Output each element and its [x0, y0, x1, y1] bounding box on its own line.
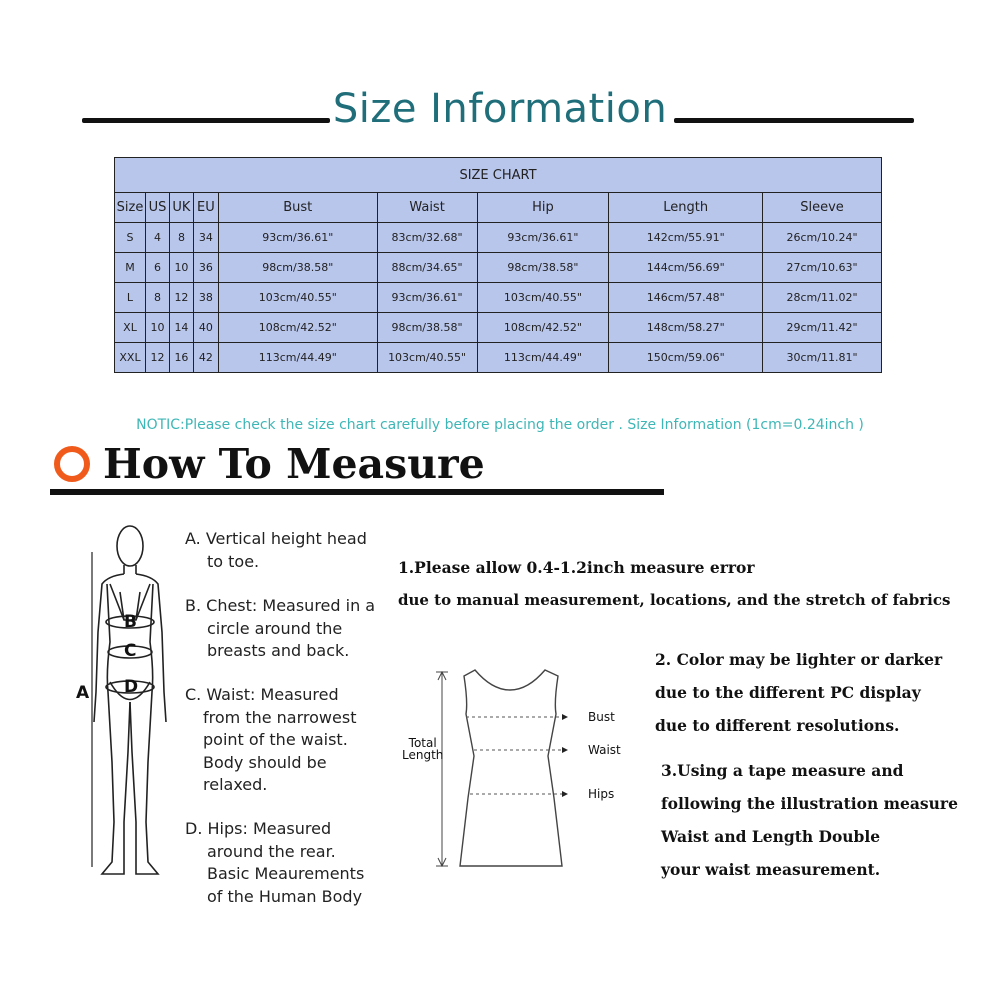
table-cell: 98cm/38.58" — [477, 253, 609, 283]
header-cell: EU — [193, 193, 218, 223]
header-cell: US — [145, 193, 169, 223]
how-to-measure-heading: How To Measure — [103, 440, 485, 488]
table-cell: 34 — [193, 223, 218, 253]
note-1-line-1: 1.Please allow 0.4-1.2inch measure error — [398, 558, 755, 577]
table-cell: 93cm/36.61" — [377, 283, 477, 313]
step-line: A. Vertical height head — [185, 529, 367, 548]
dress-label-bust: Bust — [588, 710, 615, 724]
body-label-c: C — [124, 641, 137, 661]
dress-diagram-icon — [430, 662, 600, 872]
table-cell: 40 — [193, 313, 218, 343]
body-label-b: B — [124, 612, 137, 632]
step-line: Basic Meaurements — [207, 864, 365, 883]
table-cell: 4 — [145, 223, 169, 253]
header-cell: Bust — [218, 193, 377, 223]
step-line: breasts and back. — [207, 641, 350, 660]
dress-label-waist: Waist — [588, 743, 621, 757]
table-cell: 29cm/11.42" — [763, 313, 882, 343]
human-body-outline-icon — [80, 522, 190, 892]
table-cell: 10 — [169, 253, 193, 283]
table-cell: 103cm/40.55" — [477, 283, 609, 313]
table-cell: 10 — [145, 313, 169, 343]
table-row — [115, 313, 882, 343]
total-label-line: Total — [408, 736, 437, 750]
note-3-line-4: your waist measurement. — [661, 860, 881, 879]
table-cell: 83cm/32.68" — [377, 223, 477, 253]
table-cell: 108cm/42.52" — [218, 313, 377, 343]
step-a — [185, 528, 367, 573]
table-cell: 26cm/10.24" — [763, 223, 882, 253]
table-row — [115, 343, 882, 373]
table-cell: 14 — [169, 313, 193, 343]
table-cell: 12 — [169, 283, 193, 313]
dress-label-total — [402, 737, 443, 761]
step-line: of the Human Body — [207, 886, 363, 906]
step-line: to toe. — [207, 551, 260, 571]
table-cell: XXL — [115, 343, 146, 373]
table-cell: 16 — [169, 343, 193, 373]
step-line: point of the waist. — [203, 730, 348, 749]
header-cell: Size — [115, 193, 146, 223]
table-cell: 93cm/36.61" — [477, 223, 609, 253]
table-cell: 98cm/38.58" — [218, 253, 377, 283]
table-cell: 28cm/11.02" — [763, 283, 882, 313]
header-cell: UK — [169, 193, 193, 223]
note-3-line-3: Waist and Length Double — [661, 827, 881, 846]
note-2-line-3: due to different resolutions. — [655, 716, 900, 735]
note-3-line-1: 3.Using a tape measure and — [661, 761, 904, 780]
table-cell: 150cm/59.06" — [609, 343, 763, 373]
table-cell: 88cm/34.65" — [377, 253, 477, 283]
table-cell: 103cm/40.55" — [377, 343, 477, 373]
size-chart-caption: SIZE CHART — [115, 158, 882, 193]
step-line: around the rear. — [207, 841, 336, 861]
heading-underline — [50, 489, 664, 495]
body-label-a: A — [76, 683, 90, 703]
table-cell: 8 — [145, 283, 169, 313]
note-2-line-2: due to the different PC display — [655, 683, 921, 702]
orange-ring-icon — [54, 446, 90, 482]
table-cell: 42 — [193, 343, 218, 373]
table-cell: 108cm/42.52" — [477, 313, 609, 343]
table-cell: 113cm/44.49" — [218, 343, 377, 373]
table-cell: 148cm/58.27" — [609, 313, 763, 343]
step-d — [185, 818, 364, 908]
table-cell: 103cm/40.55" — [218, 283, 377, 313]
step-line: from the narrowest — [203, 707, 357, 727]
total-label-line: Length — [402, 748, 444, 762]
table-cell: 142cm/55.91" — [609, 223, 763, 253]
step-line: relaxed. — [203, 775, 268, 794]
header-cell: Length — [609, 193, 763, 223]
table-row — [115, 253, 882, 283]
note-3-line-2: following the illustration measure — [661, 794, 958, 813]
step-c — [185, 684, 356, 797]
table-cell: 12 — [145, 343, 169, 373]
header-cell: Waist — [377, 193, 477, 223]
table-cell: S — [115, 223, 146, 253]
page-title: Size Information — [332, 86, 668, 132]
table-cell: M — [115, 253, 146, 283]
body-label-d: D — [124, 677, 139, 697]
step-line: D. Hips: Measured — [185, 819, 332, 838]
step-line: Body should be — [203, 752, 327, 772]
table-cell: 93cm/36.61" — [218, 223, 377, 253]
step-line: circle around the — [207, 618, 343, 638]
size-notice: NOTIC:Please check the size chart carefully before placing the order . Size Information (1cm=0.24inch ) — [136, 417, 864, 433]
note-2-line-1: 2. Color may be lighter or darker — [655, 650, 943, 669]
table-cell: 38 — [193, 283, 218, 313]
step-line: B. Chest: Measured in a — [185, 596, 376, 615]
size-chart-header-row — [115, 193, 882, 223]
table-cell: 27cm/10.63" — [763, 253, 882, 283]
table-cell: 146cm/57.48" — [609, 283, 763, 313]
size-chart-table — [114, 157, 882, 373]
table-cell: 8 — [169, 223, 193, 253]
table-cell: 98cm/38.58" — [377, 313, 477, 343]
table-cell: XL — [115, 313, 146, 343]
table-cell: L — [115, 283, 146, 313]
table-row — [115, 283, 882, 313]
table-cell: 113cm/44.49" — [477, 343, 609, 373]
table-row — [115, 223, 882, 253]
dress-label-hips: Hips — [588, 787, 615, 801]
note-1-line-2: due to manual measurement, locations, and the stretch of fabrics — [398, 591, 951, 609]
table-cell: 36 — [193, 253, 218, 283]
step-line: C. Waist: Measured — [185, 685, 339, 704]
table-cell: 6 — [145, 253, 169, 283]
step-b — [185, 595, 375, 663]
table-cell: 144cm/56.69" — [609, 253, 763, 283]
header-cell: Sleeve — [763, 193, 882, 223]
table-cell: 30cm/11.81" — [763, 343, 882, 373]
header-cell: Hip — [477, 193, 609, 223]
